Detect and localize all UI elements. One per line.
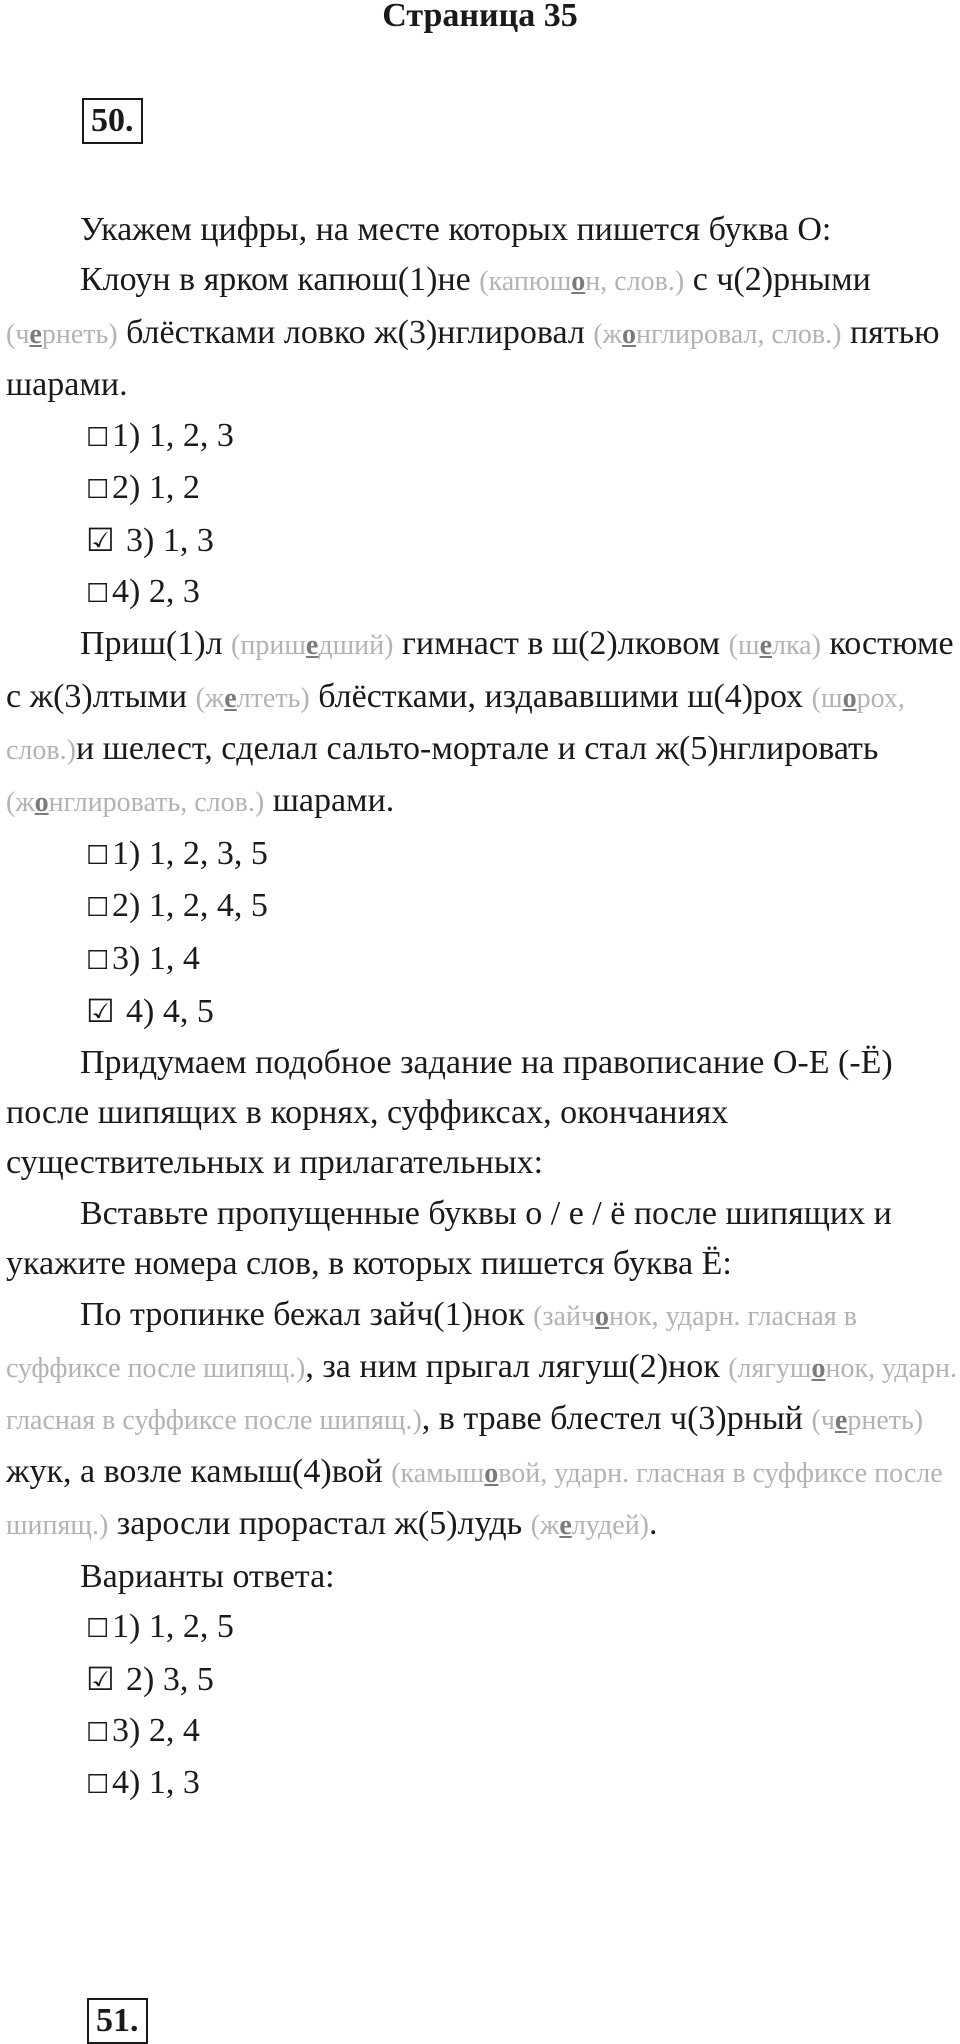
answer-text (6, 205, 960, 1811)
answer-option[interactable] (6, 463, 960, 515)
exercise-2-sentence: Приш(1)л (пришедший) гимнаст в ш(2)лковом (шелка) костюме с ж(3)лтыми (желтеть) блёстками, издававшими ш(4)рох (шорох, слов.)и шелест, сделал сальто-мортале и стал ж(5)нглировать (жонглировать, слов.) шарами. (6, 625, 954, 820)
option-label: 4) 2, 3 (112, 572, 200, 610)
checkbox-icon: ☐ (86, 1717, 110, 1747)
intro-paragraph: Укажем цифры, на месте которых пишется буква О: (80, 211, 832, 248)
checkbox-icon: ☐ (86, 1770, 110, 1800)
answer-option-selected[interactable] (6, 986, 960, 1037)
hint: (чернеть) (811, 1405, 924, 1437)
option-label: 3) 1, 3 (126, 522, 214, 560)
checkbox-icon: ☐ (86, 893, 110, 923)
checkbox-icon: ☐ (86, 945, 110, 975)
variants-label: Варианты ответа: (80, 1557, 335, 1595)
answer-option[interactable] (6, 1706, 960, 1758)
hint: (пришедший) (231, 630, 394, 662)
hint: (шорох, слов.) (6, 682, 905, 767)
task-number-label: 50 (91, 102, 125, 139)
hint: (камышовой, ударн. гласная в суффиксе после шипящ.) (6, 1457, 943, 1542)
checkbox-icon: ☐ (86, 1613, 110, 1643)
option-label: 3) 2, 4 (112, 1711, 200, 1749)
task-number-label: 51 (96, 2002, 130, 2039)
answer-option[interactable] (6, 1602, 960, 1654)
answer-option[interactable] (6, 829, 960, 881)
checked-box-icon: ☑ (86, 1661, 115, 1698)
instruction-paragraph: Вставьте пропущенные буквы о / е / ё после шипящих и укажите номера слов, в которых пишется буква Ё: (6, 1194, 892, 1283)
hint: (жонглировал, слов.) (593, 318, 842, 350)
hint: (лягушонок, ударн. гласная в суффиксе после шипящ.) (6, 1352, 957, 1437)
task-number-50: 50. (82, 98, 143, 144)
checkbox-icon: ☐ (86, 578, 110, 608)
answer-option[interactable] (6, 881, 960, 933)
answer-option[interactable] (6, 567, 960, 619)
option-label: 1) 1, 2, 5 (112, 1607, 234, 1645)
hint: (шелка) (728, 630, 821, 662)
option-label: 1) 1, 2, 3 (112, 416, 234, 454)
answer-option-selected[interactable] (6, 1654, 960, 1705)
checked-box-icon: ☑ (86, 993, 115, 1030)
hint: (зайчонок, ударн. гласная в суффиксе после шипящ.) (6, 1300, 857, 1384)
answer-option[interactable] (6, 411, 960, 463)
exercise-3-sentence: По тропинке бежал зайч(1)нок (зайчонок, ударн. гласная в суффиксе после шипящ.), за ним прыгал лягуш(2)нок (лягушонок, ударн. гласная в суффиксе после шипящ.), в траве блестел ч(3)рный (чернеть) жук, а возле камыш(4)вой (камышовой, ударн. гласная в суффиксе после шипящ.) заросли прорастал ж(5)лудь (желудей). (6, 1295, 957, 1543)
option-label: 1) 1, 2, 3, 5 (112, 834, 268, 872)
option-label: 2) 1, 2, 4, 5 (112, 887, 268, 925)
hint: (чернеть) (6, 318, 118, 350)
hint: (желудей) (530, 1510, 650, 1542)
option-label: 4) 4, 5 (126, 993, 214, 1031)
option-label: 4) 1, 3 (112, 1764, 200, 1802)
hint: (желтеть) (195, 682, 310, 714)
answer-option[interactable] (6, 934, 960, 986)
answer-option[interactable] (6, 1758, 960, 1810)
checkbox-icon: ☐ (86, 475, 110, 505)
answer-option-selected[interactable] (6, 515, 960, 566)
hint: (капюшон, слов.) (479, 266, 685, 298)
checkbox-icon: ☐ (86, 840, 110, 870)
hint: (жонглировать, слов.) (6, 787, 265, 819)
option-label: 2) 3, 5 (126, 1661, 214, 1699)
task-number-51: 51. (87, 1998, 148, 2044)
option-label: 3) 1, 4 (112, 939, 200, 977)
exercise-1-sentence: Клоун в ярком капюш(1)не (капюшон, слов.) с ч(2)рными (чернеть) блёстками ловко ж(3)нглировал (жонглировал, слов.) пятью шарами. (6, 261, 940, 404)
checkbox-icon: ☐ (86, 422, 110, 452)
option-label: 2) 1, 2 (112, 469, 200, 507)
invent-paragraph: Придумаем подобное задание на правописание О-Е (-Ё) после шипящих в корнях, суффиксах, окончаниях существительных и прилагательных: (6, 1043, 893, 1182)
page-title: Страница 35 (382, 0, 578, 34)
checked-box-icon: ☑ (86, 522, 115, 559)
